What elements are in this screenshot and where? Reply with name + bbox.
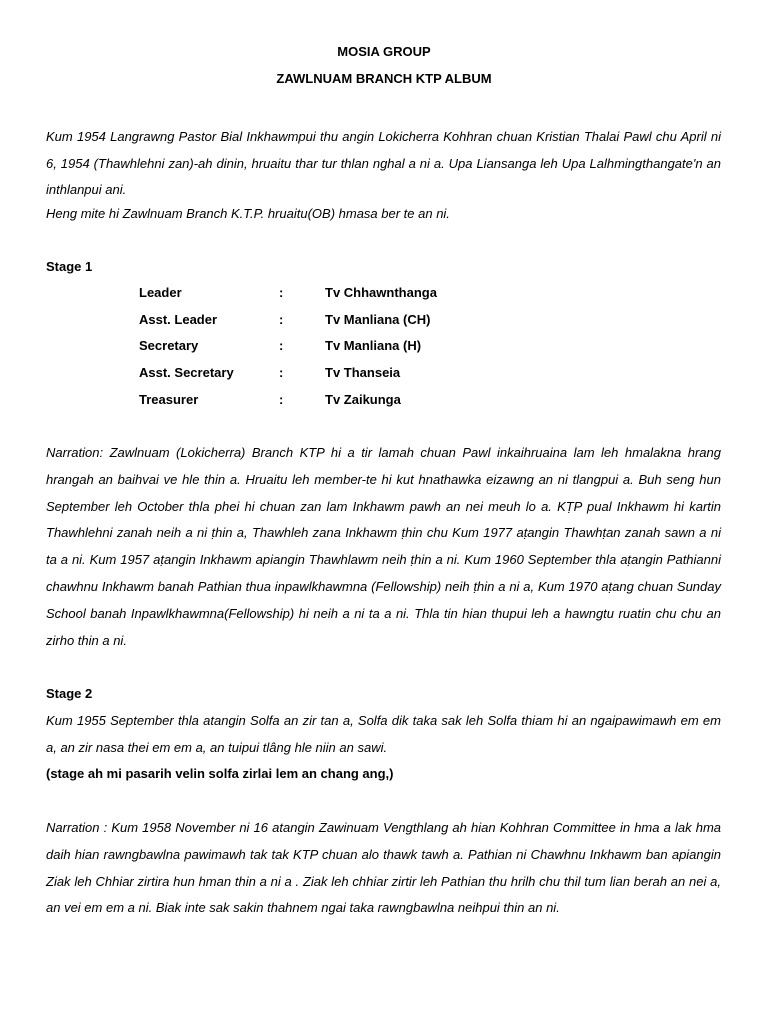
intro-note-paragraph: Heng mite hi Zawlnuam Branch K.T.P. hruaitu(OB) hmasa ber te an ni. (46, 206, 450, 221)
officer-role: Secretary (139, 338, 199, 354)
stage-2-narration: Narration : Kum 1958 November ni 16 atangin Zawinuam Vengthlang ah hian Kohhran Committee in hma a lak hma daih hian rawngbawlna pawimawh tak tak KTP chuan alo thawk tawh a. Pathian ni Chawhnu Inkhawm ban apiangin Ziak leh Chhiar zirtira hun hman thin a ni a . Ziak leh chhiar zirtir leh Pathian thu hrilh chu thil tum lian berah an nei a, an vei em em a ni. Biak inte sak sakin thahnem ngai taka rawngbawlna neihpui thin an ni. (46, 820, 721, 916)
officer-role: Asst. Leader (139, 311, 218, 327)
officer-name: Tv Manliana (CH) (325, 311, 431, 327)
stage-2-paragraph: Kum 1955 September thla atangin Solfa an zir tan a, Solfa dik taka sak leh Solfa thiam hi an ngaipawimawh em em a, an zir nasa thei em em a, an tuipui tlâng hle niin an sawi. (46, 713, 721, 755)
officer-row (139, 365, 539, 392)
officer-separator: : (279, 338, 284, 354)
officer-name: Tv Thanseia (325, 365, 401, 381)
officer-separator: : (279, 285, 284, 300)
officer-separator: : (279, 365, 284, 381)
officer-row (139, 338, 539, 365)
officer-row (139, 285, 539, 312)
officer-separator: : (279, 311, 284, 327)
stage-1-narration: Narration: Zawlnuam (Lokicherra) Branch KTP hi a tir lamah chuan Pawl inkaihruaina lam leh hmalakna hrang hrangah an baihvai ve hle thin a. Hruaitu leh member-te hi kut hnathawka eizawng an ni tlangpui a. Buh seng hun September leh October thla phei hi chuan zan lam Inkhawm pawh an nei meuh lo a. KṬP pual Inkhawm hi kartin Thawhlehni zanah neih a ni ṭhin a, Thawhleh zana Inkhawm ṭhin chu Kum 1977 aṭangin Thawhṭan zanah sawn a ni ta a ni. Kum 1957 aṭangin Inkhawm apiangin Thawhlawm neih ṭhin a ni. Kum 1960 September thla aṭangin Pathianni chawhnu Inkhawm banah Pathian thua inpawlkhawmna (Fellowship) neih ṭhin a ni a, Kum 1970 aṭang chuan Sunday School banah Inpawlkhawmna(Fellowship) hi neih a ni ta a ni. Thla tin hian thupui leh a hawngtu ruatin chu chu an zirho thin a ni. (46, 445, 721, 648)
officer-name: Tv Chhawnthanga (325, 285, 437, 300)
stage-1-heading: Stage 1 (46, 259, 93, 274)
intro-paragraph: Kum 1954 Langrawng Pastor Bial Inkhawmpui thu angin Lokicherra Kohhran chuan Kristian Thalai Pawl chu April ni 6, 1954 (Thawhlehni zan)-ah dinin, hruaitu thar tur thlan nghal a ni a. Upa Liansanga leh Upa Lalhmingthangate'n an inthlanpui ani. (46, 129, 721, 197)
officer-role: Treasurer (139, 391, 199, 407)
stage-2-heading: Stage 2 (46, 686, 93, 701)
officers-list (139, 285, 539, 418)
stage-2-note: (stage ah mi pasarih velin solfa zirlai lem an chang ang,) (46, 766, 394, 781)
officer-separator: : (279, 391, 284, 407)
document-subtitle: ZAWLNUAM BRANCH KTP ALBUM (276, 71, 492, 86)
officer-name: Tv Zaikunga (325, 391, 401, 407)
officer-role: Leader (139, 285, 182, 300)
officer-role: Asst. Secretary (139, 365, 234, 381)
officer-name: Tv Manliana (H) (325, 338, 422, 354)
officer-row (139, 312, 539, 339)
officer-row (139, 392, 539, 419)
document-title: MOSIA GROUP (337, 44, 431, 59)
